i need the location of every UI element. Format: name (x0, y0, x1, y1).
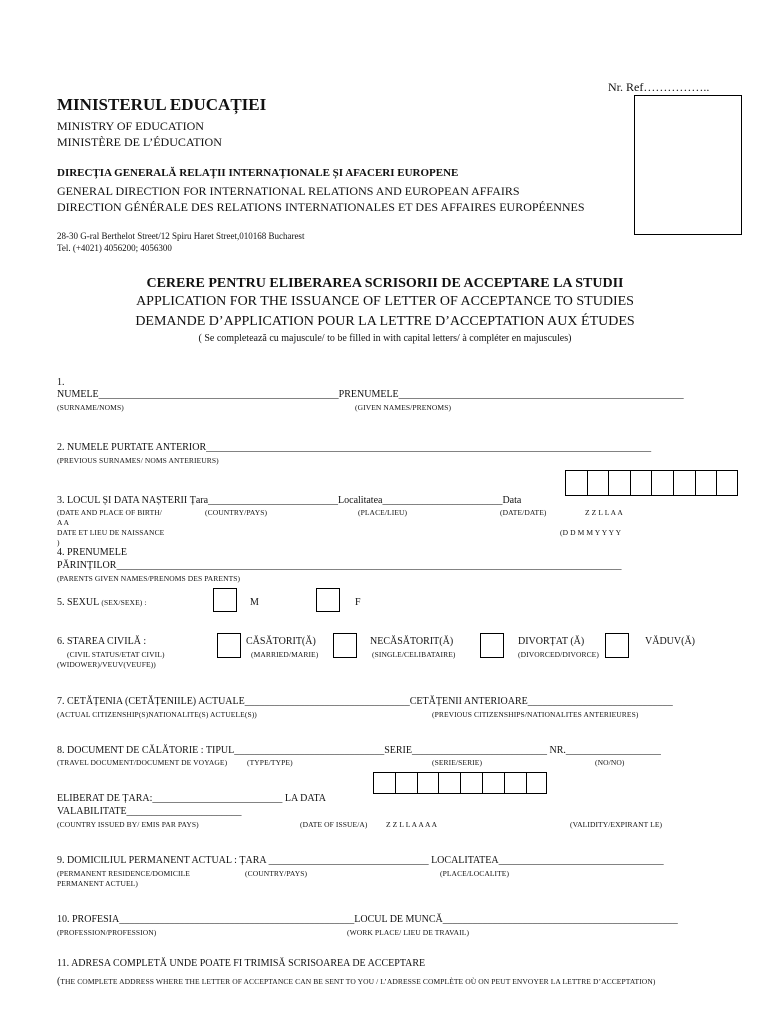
previous-surnames-field[interactable]: 2. NUMELE PURTATE ANTERIOR_________________________________________________________________________________________ (57, 442, 652, 453)
profession-sublabel: (PROFESSION/PROFESSION) (57, 928, 157, 937)
direction-fr: DIRECTION GÉNÉRALE DES RELATIONS INTERNATIONALES ET DES AFFAIRES EUROPÉENNES (57, 200, 585, 214)
citizenship-actual-sublabel: (ACTUAL CITIZENSHIP(S)NATIONALITE(S) ACTUELE(S)) (57, 710, 257, 719)
document-no-sublabel: (NO/NO) (595, 758, 625, 767)
sex-female-label: F (355, 597, 361, 608)
residence-place-sublabel: (PLACE/LOCALITE) (440, 869, 510, 878)
form-instructions: ( Se completează cu majuscule/ to be filled in with capital letters/ à compléter en majuscules) (198, 333, 572, 344)
birth-sublabel-a: (DATE AND PLACE OF BIRTH/ (57, 508, 162, 517)
married-checkbox[interactable] (217, 633, 241, 658)
parents-sublabel: (PARENTS GIVEN NAMES/PRENOMS DES PARENTS) (57, 574, 241, 583)
validity-field[interactable]: VALABILITATE_______________________ (57, 806, 242, 817)
issue-date-sublabel: (DATE OF ISSUE/A) (300, 820, 368, 829)
validity-sublabel: (VALIDITY/EXPIRANT LE) (570, 820, 663, 829)
direction-ro: DIRECȚIA GENERALĂ RELAȚII INTERNAȚIONALE ȘI AFACERI EUROPENE (57, 167, 459, 179)
divorced-label: DIVORȚAT (Ă) (518, 636, 585, 647)
permanent-residence-field[interactable]: 9. DOMICILIUL PERMANENT ACTUAL : ȚARA ________________________________ LOCALITATEA_________________________________ (57, 855, 664, 866)
birth-country-sublabel: (COUNTRY/PAYS) (205, 508, 268, 517)
birth-date-boxes[interactable] (565, 470, 738, 496)
citizenship-previous-sublabel: (PREVIOUS CITIZENSHIPS/NATIONALITES ANTERIEURES) (432, 710, 639, 719)
travel-document-field[interactable]: 8. DOCUMENT DE CĂLĂTORIE : TIPUL______________________________SERIE___________________________ NR.___________________ (57, 745, 661, 756)
issue-date-letters: Z Z L L A A A A (386, 820, 438, 829)
parents-label: 4. PRENUMELE (57, 547, 127, 558)
civil-status-sublabel: (CIVIL STATUS/ETAT CIVIL) (67, 650, 165, 659)
single-checkbox[interactable] (333, 633, 357, 658)
residence-sublabel-2: PERMANENT ACTUEL) (57, 879, 138, 888)
residence-sublabel: (PERMANENT RESIDENCE/DOMICILE (57, 869, 190, 878)
married-label: CĂSĂTORIT(Ă) (246, 636, 316, 647)
single-sublabel: (SINGLE/CELIBATAIRE) (372, 650, 456, 659)
form-title-fr: DEMANDE D’APPLICATION POUR LA LETTRE D’ACCEPTATION AUX ÉTUDES (135, 314, 635, 329)
widowed-checkbox[interactable] (605, 633, 629, 658)
sex-label (57, 597, 147, 608)
profession-field[interactable]: 10. PROFESIA_______________________________________________LOCUL DE MUNCĂ_______________________________________________ (57, 914, 678, 925)
widowed-sublabel: (WIDOWER)/VEUV(VEUFE)) (57, 660, 156, 669)
birth-place-sublabel: (PLACE/LIEU) (358, 508, 408, 517)
travel-document-sublabel: (TRAVEL DOCUMENT/DOCUMENT DE VOYAGE) (57, 758, 228, 767)
birth-date-letters-ddmmyyyy: (D D M M Y Y Y Y (560, 528, 622, 537)
birth-sublabel-aa: A A (57, 518, 70, 527)
photo-box[interactable] (634, 95, 742, 235)
sex-male-label: M (250, 597, 259, 608)
single-label: NECĂSĂTORIT(Ă) (370, 636, 454, 647)
document-serie-sublabel: (SERIE/SERIE) (432, 758, 483, 767)
document-type-sublabel: (TYPE/TYPE) (247, 758, 293, 767)
acceptance-address-subtext: THE COMPLETE ADDRESS WHERE THE LETTER OF ACCEPTANCE CAN BE SENT TO YOU / L’ADRESSE COMPLÈTE OÙ ON PEUT ENVOYER LA LETTRE D’ACCEPTATION) (60, 977, 656, 986)
previous-surnames-sublabel: (PREVIOUS SURNAMES/ NOMS ANTERIEURS) (57, 456, 219, 465)
married-sublabel: (MARRIED/MARIE) (251, 650, 319, 659)
acceptance-address-open-paren: ( (57, 976, 61, 987)
field-1-number: 1. (57, 377, 65, 388)
sex-label-text: 5. SEXUL (57, 597, 99, 608)
workplace-sublabel: (WORK PLACE/ LIEU DE TRAVAIL) (347, 928, 470, 937)
ministry-title-ro: MINISTERUL EDUCAȚIEI (57, 95, 267, 114)
residence-country-sublabel: (COUNTRY/PAYS) (245, 869, 308, 878)
parents-field[interactable]: PĂRINȚILOR_____________________________________________________________________________________________________ (57, 560, 622, 571)
widowed-label: VĂDUV(Ă) (645, 636, 695, 647)
birth-date-sublabel: (DATE/DATE) (500, 508, 547, 517)
civil-status-label: 6. STAREA CIVILĂ : (57, 636, 147, 647)
ministry-title-fr: MINISTÈRE DE L’ÉDUCATION (57, 135, 222, 149)
reference-number: Nr. Ref…………….. (608, 80, 710, 94)
sex-label-sub: (SEX/SEXE) : (101, 598, 147, 607)
acceptance-address-label: 11. ADRESA COMPLETĂ UNDE POATE FI TRIMISĂ SCRISOAREA DE ACCEPTARE (57, 958, 426, 969)
form-title-ro: CERERE PENTRU ELIBERAREA SCRISORII DE ACCEPTARE LA STUDII (146, 276, 624, 291)
surname-sublabel: (SURNAME/NOMS) (57, 403, 124, 412)
acceptance-address-sublabel (57, 971, 655, 989)
sex-female-checkbox[interactable] (316, 588, 340, 612)
birth-date-letters-zzllaa: Z Z L L A A (585, 508, 623, 517)
sex-male-checkbox[interactable] (213, 588, 237, 612)
direction-en: GENERAL DIRECTION FOR INTERNATIONAL RELATIONS AND EUROPEAN AFFAIRS (57, 184, 520, 198)
divorced-sublabel: (DIVORCED/DIVORCE) (518, 650, 599, 659)
given-name-sublabel: (GIVEN NAMES/PRENOMS) (355, 403, 452, 412)
telephone: Tel. (+4021) 4056200; 4056300 (57, 243, 172, 253)
issued-by-field[interactable]: ELIBERAT DE ȚARA:__________________________ LA DATA (57, 793, 327, 804)
birth-sublabel-b: DATE ET LIEU DE NAISSANCE (57, 528, 165, 537)
divorced-checkbox[interactable] (480, 633, 504, 658)
issuing-country-sublabel: (COUNTRY ISSUED BY/ EMIS PAR PAYS) (57, 820, 199, 829)
name-field[interactable]: NUMELE________________________________________________PRENUMELE_________________________________________________________ (57, 389, 684, 400)
form-title-en: APPLICATION FOR THE ISSUANCE OF LETTER OF ACCEPTANCE TO STUDIES (136, 294, 634, 309)
address: 28-30 G-ral Berthelot Street/12 Spiru Haret Street,010168 Bucharest (57, 231, 305, 241)
citizenship-field[interactable]: 7. CETĂȚENIA (CETĂȚENIILE) ACTUALE_________________________________CETĂȚENII ANTERIOARE_____________________________ (57, 696, 673, 707)
birth-place-date-field[interactable]: 3. LOCUL ȘI DATA NAȘTERII Țara__________________________Localitatea________________________Data (57, 495, 522, 506)
issue-date-boxes[interactable] (373, 772, 547, 794)
ministry-title-en: MINISTRY OF EDUCATION (57, 119, 204, 133)
birth-sublabel-paren: ) (57, 538, 60, 547)
